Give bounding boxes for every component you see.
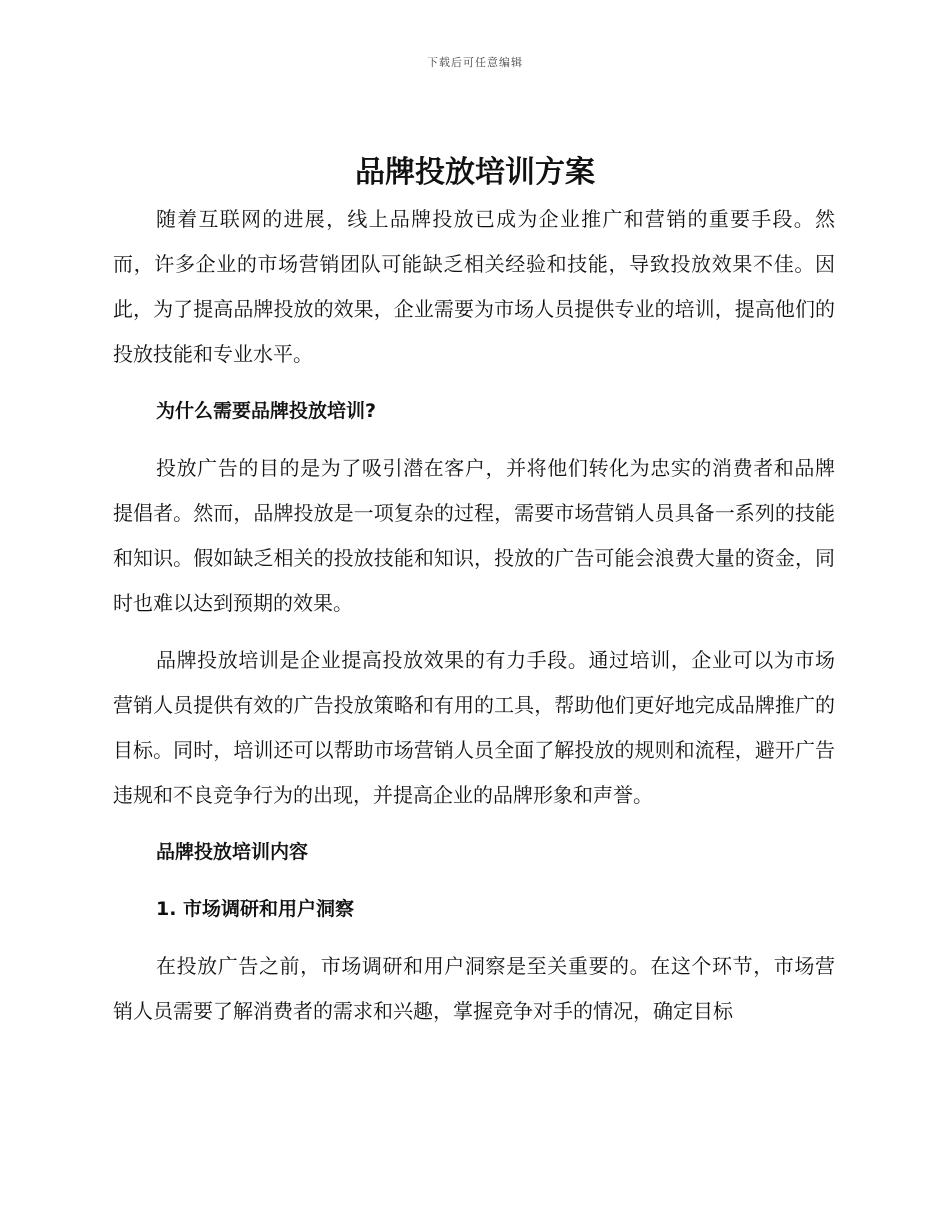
header-note: 下载后可任意编辑	[427, 56, 523, 69]
document-body	[113, 197, 835, 1034]
paragraph-training-value: 品牌投放培训是企业提高投放效果的有力手段。通过培训，企业可以为市场营销人员提供有效的广告投放策略和有用的工具，帮助他们更好地完成品牌推广的目标。同时，培训还可以帮助市场营销人员全面了解投放的规则和流程，避开广告违规和不良竞争行为的出现，并提高企业的品牌形象和声誉。	[113, 648, 835, 807]
intro-paragraph: 随着互联网的进展，线上品牌投放已成为企业推广和营销的重要手段。然而，许多企业的市场营销团队可能缺乏相关经验和技能，导致投放效果不佳。因此，为了提高品牌投放的效果，企业需要为市场人员提供专业的培训，提高他们的投放技能和专业水平。	[113, 207, 835, 366]
document-title: 品牌投放培训方案	[355, 155, 595, 190]
section-heading-why: 为什么需要品牌投放培训?	[156, 400, 377, 422]
subsection-heading-research: 1. 市场调研和用户洞察	[156, 898, 355, 920]
paragraph-purpose: 投放广告的目的是为了吸引潜在客户，并将他们转化为忠实的消费者和品牌提倡者。然而，品牌投放是一项复杂的过程，需要市场营销人员具备一系列的技能和知识。假如缺乏相关的投放技能和知识，投放的广告可能会浪费大量的资金，同时也难以达到预期的效果。	[113, 456, 835, 615]
section-heading-content: 品牌投放培训内容	[156, 841, 309, 863]
paragraph-research: 在投放广告之前，市场调研和用户洞察是至关重要的。在这个环节，市场营销人员需要了解消费者的需求和兴趣，掌握竞争对手的情况，确定目标	[113, 954, 835, 1023]
